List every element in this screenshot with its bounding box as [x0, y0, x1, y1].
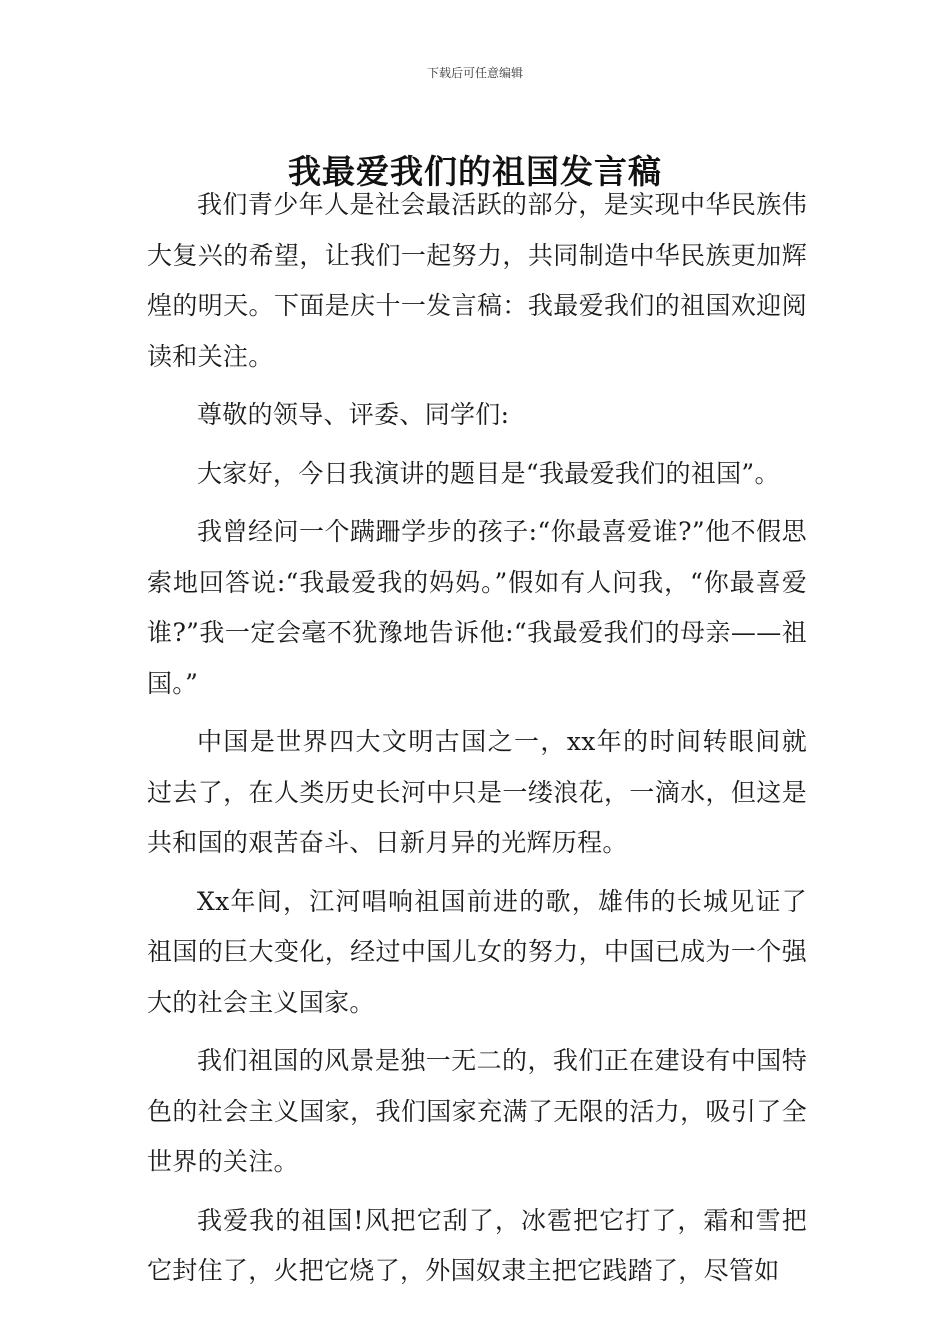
- paragraph-salutation: 尊敬的领导、评委、同学们:: [197, 400, 510, 429]
- document-body: [147, 180, 807, 1297]
- paragraph-scenery: 我们祖国的风景是独一无二的，我们正在建设有中国特色的社会主义国家，我们国家充满了无限的活力，吸引了全世界的关注。: [147, 1046, 807, 1176]
- paragraph-love: 我爱我的祖国!风把它刮了，冰雹把它打了，霜和雪把它封住了，火把它烧了，外国奴隶主把它践踏了，尽管如: [147, 1205, 807, 1285]
- paragraph-greeting: 大家好，今日我演讲的题目是“我最爱我们的祖国”。: [197, 458, 780, 488]
- page-header-note: 下载后可任意编辑: [426, 66, 523, 80]
- paragraph-history: 中国是世界四大文明古国之一，xx年的时间转眼间就过去了，在人类历史长河中只是一缕浪花，一滴水，但这是共和国的艰苦奋斗、日新月异的光辉历程。: [147, 727, 807, 857]
- document-title: 我最爱我们的祖国发言稿: [288, 152, 662, 192]
- paragraph-progress: Xx年间，江河唱响祖国前进的歌，雄伟的长城见证了祖国的巨大变化，经过中国儿女的努力，中国已成为一个强大的社会主义国家。: [147, 886, 807, 1017]
- paragraph-intro: 我们青少年人是社会最活跃的部分，是实现中华民族伟大复兴的希望，让我们一起努力，共同制造中华民族更加辉煌的明天。下面是庆十一发言稿：我最爱我们的祖国欢迎阅读和关注。: [147, 190, 807, 371]
- paragraph-question: 我曾经问一个蹒跚学步的孩子:“你最喜爱谁?”他不假思索地回答说:“我最爱我的妈妈。”假如有人问我，“你最喜爱谁?”我一定会毫不犹豫地告诉他:“我最爱我们的母亲——祖国。”: [147, 517, 807, 698]
